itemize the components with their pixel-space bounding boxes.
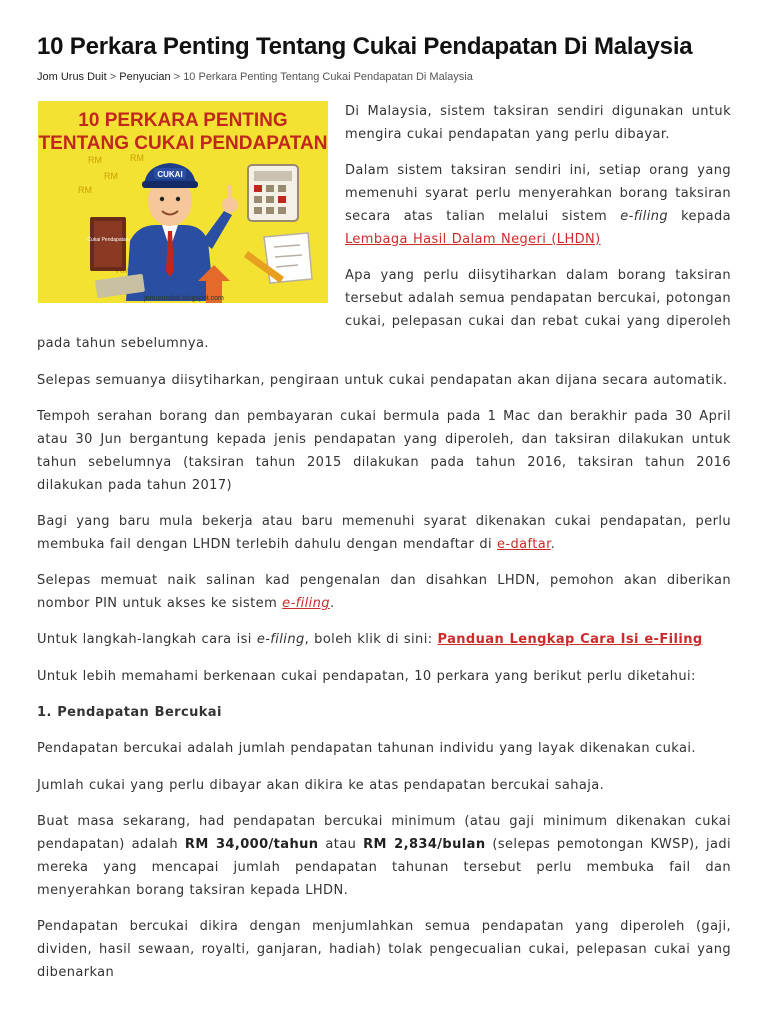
breadcrumb-home-link[interactable]: Jom Urus Duit <box>37 71 107 83</box>
paragraph: Apa yang perlu diisytiharkan dalam borang taksiran tersebut adalah semua pendapatan bercukai, potongan cukai, pelepasan cukai dan rebat cukai yang diperoleh pada tahun sebelumnya. <box>37 267 731 352</box>
paragraph: Jumlah cukai yang perlu dibayar akan dikira ke atas pendapatan bercukai sahaja. <box>37 777 605 793</box>
paragraph: Bagi yang baru mula bekerja atau baru memenuhi syarat dikenakan cukai pendapatan, perlu membuka fail dengan LHDN terlebih dahulu dengan mendaftar di e-daftar. <box>37 513 731 552</box>
paragraph: Buat masa sekarang, had pendapatan bercukai minimum (atau gaji minimum dikenakan cukai pendapatan) adalah RM 34,000/tahun atau RM 2,834/bulan (selepas pemotongan KWSP), jadi mereka yang mencapai jumlah pendapatan tahunan tersebut perlu membuka fail dan menyerahkan borang taksiran kepada LHDN. <box>37 814 732 898</box>
cap-label: CUKAI <box>157 170 183 179</box>
rm-mark: RM <box>130 153 144 163</box>
breadcrumb-category-link[interactable]: Penyucian <box>119 71 171 83</box>
page-title: 10 Perkara Penting Tentang Cukai Pendapatan Di Malaysia <box>37 33 693 60</box>
breadcrumb <box>37 70 731 84</box>
section-heading: 1. Pendapatan Bercukai <box>37 705 222 721</box>
paragraph: Pendapatan bercukai adalah jumlah pendapatan tahunan individu yang layak dikenakan cukai. <box>37 741 696 757</box>
illustration-title-line1: 10 PERKARA PENTING <box>78 110 288 131</box>
paragraph: Untuk lebih memahami berkenaan cukai pendapatan, 10 perkara yang berikut perlu diketahui: <box>37 668 696 684</box>
efiling-term: e-filing <box>620 208 668 224</box>
rm-mark: RM <box>104 171 118 181</box>
income-threshold-month: RM 2,834/bulan <box>363 837 486 853</box>
lhdn-link[interactable]: Lembaga Hasil Dalam Negeri (LHDN) <box>345 231 601 247</box>
illustration-watermark: jomurusduit.blogspot.com <box>144 295 224 302</box>
e-daftar-link[interactable]: e-daftar <box>497 536 551 552</box>
breadcrumb-current: 10 Perkara Penting Tentang Cukai Pendapatan Di Malaysia <box>183 71 473 83</box>
illustration-graphic <box>38 101 328 303</box>
income-threshold-year: RM 34,000/tahun <box>184 837 319 853</box>
paragraph: Dalam sistem taksiran sendiri ini, setiap orang yang memenuhi syarat perlu menyerahkan borang taksiran secara atas talian melalui sistem e-filing kepada Lembaga Hasil Dalam Negeri (LHDN) <box>345 163 731 247</box>
paragraph: Untuk langkah-langkah cara isi e-filing, boleh klik di sini: Panduan Lengkap Cara Isi e-Filing <box>37 632 703 648</box>
paragraph: Selepas semuanya diisytiharkan, pengiraan untuk cukai pendapatan akan dijana secara automatik. <box>37 372 728 388</box>
paragraph: Pendapatan bercukai dikira dengan menjumlahkan semua pendapatan yang diperoleh (gaji, dividen, hasil sewaan, royalti, ganjaran, hadiah) tolak pengecualian cukai, pelepasan cukai yang dibenarkan <box>37 919 731 980</box>
paragraph: Selepas memuat naik salinan kad pengenalan dan disahkan LHDN, pemohon akan diberikan nombor PIN untuk akses ke sistem e-filing. <box>37 573 731 611</box>
illustration-title-line2: TENTANG CUKAI PENDAPATAN <box>38 133 328 154</box>
rm-mark: RM <box>78 185 92 195</box>
book-label: Cukai Pendapatan <box>87 237 129 243</box>
rm-mark: RM <box>88 155 102 165</box>
breadcrumb-separator: > <box>109 71 117 83</box>
breadcrumb-separator: > <box>173 71 181 83</box>
e-filing-link[interactable]: e-filing <box>282 595 330 611</box>
panduan-efiling-link[interactable]: Panduan Lengkap Cara Isi e-Filing <box>437 632 703 648</box>
paragraph: Di Malaysia, sistem taksiran sendiri digunakan untuk mengira cukai pendapatan yang perlu dibayar. <box>345 104 731 142</box>
paragraph: Tempoh serahan borang dan pembayaran cukai bermula pada 1 Mac dan berakhir pada 30 April atau 30 Jun bergantung kepada jenis pendapatan yang diperoleh, dan taksiran dilakukan untuk tahun sebelumnya (taksiran tahun 2015 dilakukan pada tahun 2016, taksiran tahun 2016 dilakukan pada tahun 2017) <box>37 409 731 493</box>
article-illustration <box>38 101 328 303</box>
article-content <box>37 101 731 984</box>
